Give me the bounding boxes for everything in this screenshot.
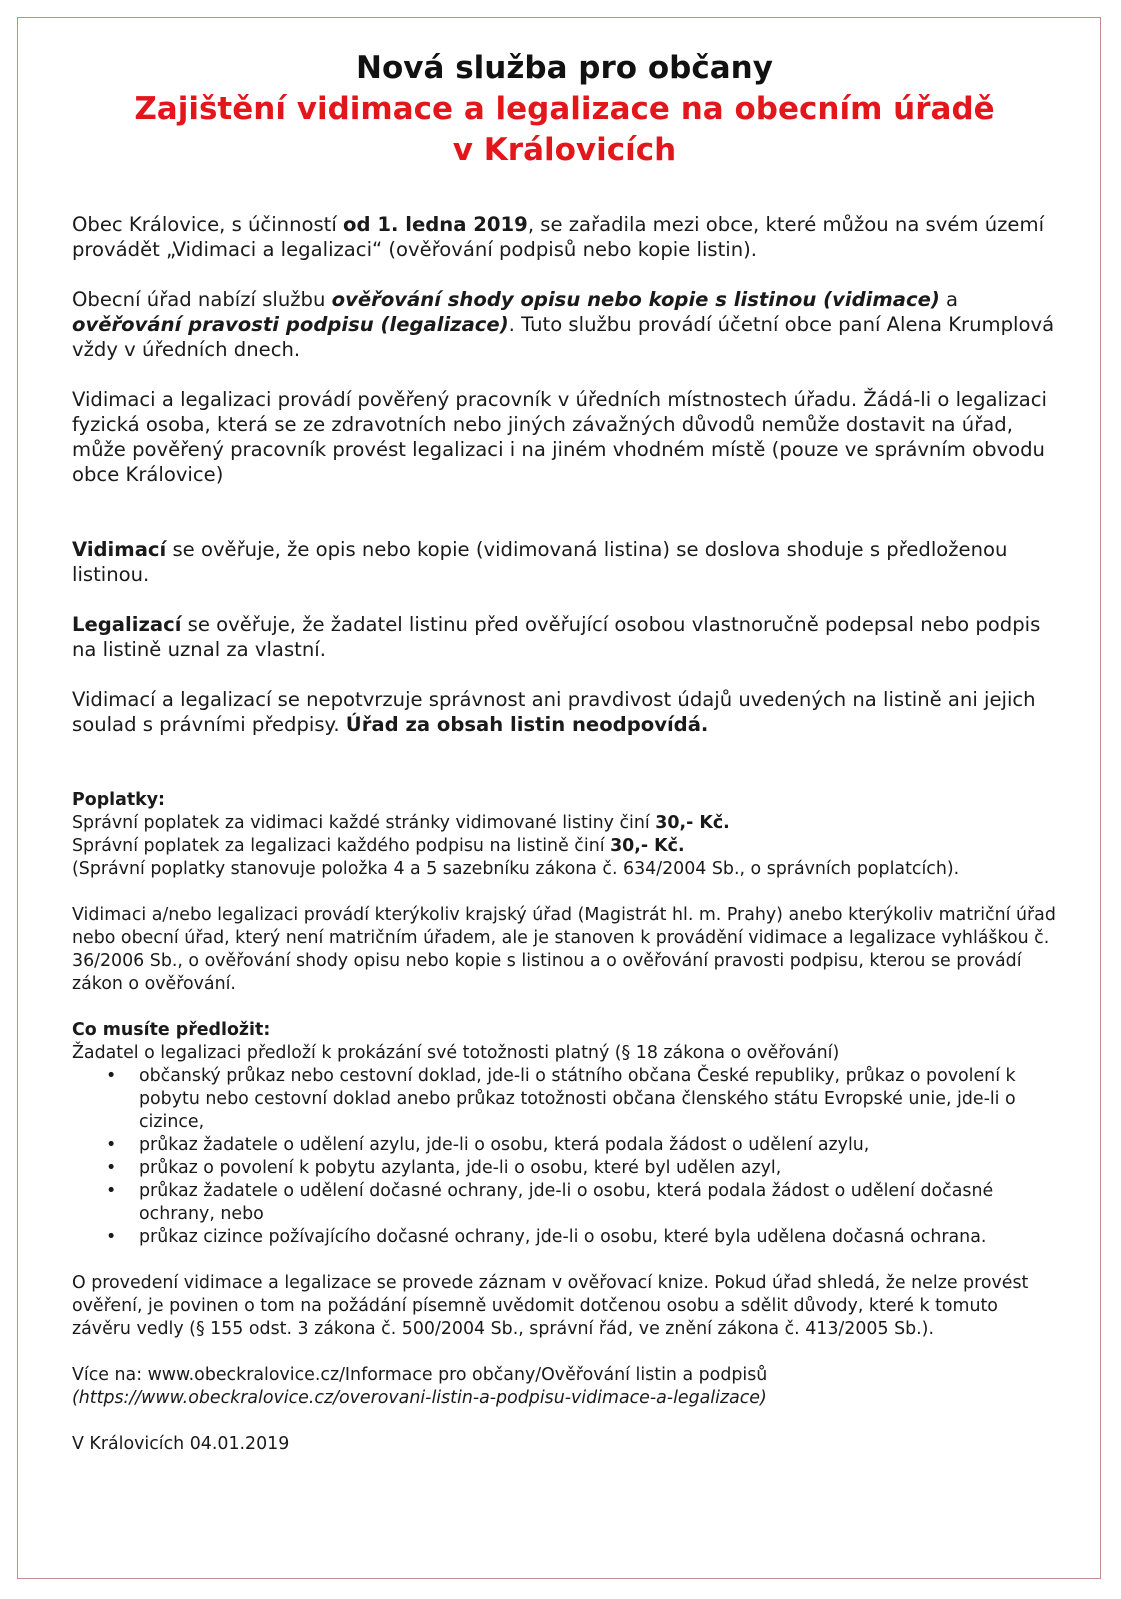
requirements-intro: Žadatel o legalizaci předloží k prokázání své totožnosti platný (§ 18 zákona o ověřování) xyxy=(72,1043,840,1063)
disclaimer-bold: Úřad za obsah listin neodpovídá. xyxy=(345,713,709,736)
fees-heading: Poplatky: xyxy=(72,790,166,810)
list-item: • občanský průkaz nebo cestovní doklad, jde-li o státního občana České republiky, průkaz o povolení k pobytu nebo cestovní doklad anebo průkaz totožnosti občana členského státu Evropské unie, jde-li o cizince, xyxy=(106,1066,1016,1132)
more-info-link[interactable]: Více na: www.obeckralovice.cz/Informace pro občany/Ověřování listin a podpisů xyxy=(72,1365,768,1385)
authorities-paragraph: Vidimaci a/nebo legalizaci provádí kterýkoliv krajský úřad (Magistrát hl. m. Prahy) anebo kterýkoliv matriční úřad nebo obecní úřad, který není matričním úřadem, ale je stanoven k provádění vidimace a legalizace vyhláškou č. 36/2006 Sb., o ověřování shody opisu nebo kopie s listinou a o ověřování pravosti podpisu, kterou se provádí zákon o ověřování. xyxy=(72,905,1056,994)
list-item: • průkaz žadatele o udělení dočasné ochrany, jde-li o osobu, která podala žádost o udělení dočasné ochrany, nebo xyxy=(106,1181,994,1224)
more-info-url[interactable]: (https://www.obeckralovice.cz/overovani-listin-a-podpisu-vidimace-a-legalizace) xyxy=(72,1388,767,1408)
list-item: • průkaz cizince požívajícího dočasné ochrany, jde-li o osobu, které byla udělena dočasná ochrana. xyxy=(106,1227,987,1247)
list-item: • průkaz o povolení k pobytu azylanta, jde-li o osobu, které byl udělen azyl, xyxy=(106,1158,782,1178)
legalizace-service: ověřování pravosti podpisu (legalizace) xyxy=(72,313,509,336)
effective-date: od 1. ledna 2019 xyxy=(343,213,528,236)
fees-legal-note: (Správní poplatky stanovuje položka 4 a 5 sazebníku zákona č. 634/2004 Sb., o správních poplatcích). xyxy=(72,859,960,879)
bullet-icon: • xyxy=(106,1066,117,1086)
bullet-icon: • xyxy=(106,1135,117,1155)
fee-vidimace-amount: 30,- Kč. xyxy=(655,813,730,833)
vidimace-definition: Vidimací se ověřuje, že opis nebo kopie (vidimovaná listina) se doslova shoduje s předloženou listinou. xyxy=(72,538,1008,586)
page-subtitle: Zajištění vidimace a legalizace na obecním úřadě xyxy=(134,91,995,127)
disclaimer-paragraph: Vidimací a legalizací se nepotvrzuje správnost ani pravdivost údajů uvedených na listině ani jejich soulad s právními předpisy. Úřad za obsah listin neodpovídá. xyxy=(72,688,1036,736)
vidimace-service: ověřování shody opisu nebo kopie s listinou (vidimace) xyxy=(331,288,940,311)
required-documents-list xyxy=(72,1065,1057,1249)
service-place-paragraph: Vidimaci a legalizaci provádí pověřený pracovník v úředních místnostech úřadu. Žádá-li o legalizaci fyzická osoba, která se ze zdravotních nebo jiných závažných důvodů nemůže dostavit na úřad, může pověřený pracovník provést legalizaci i na jiném vhodném místě (pouze ve správním obvodu obce Královice) xyxy=(72,388,1047,486)
requirements-section xyxy=(72,1019,1057,1249)
document-body xyxy=(72,48,1057,1456)
page-title: Nová služba pro občany xyxy=(356,50,773,86)
intro-paragraph: Obec Královice, s účinností od 1. ledna 2019, se zařadila mezi obce, které můžou na svém území provádět „Vidimaci a legalizaci“ (ověřování podpisů nebo kopie listin). xyxy=(72,213,1045,261)
footer-date: V Královicích 04.01.2019 xyxy=(72,1434,290,1454)
more-info-section xyxy=(72,1364,1057,1410)
fee-vidimace: Správní poplatek za vidimaci každé stránky vidimované listiny činí 30,- Kč. xyxy=(72,813,730,833)
record-paragraph: O provedení vidimace a legalizace se provede záznam v ověřovací knize. Pokud úřad shledá, že nelze provést ověření, je povinen o tom na požádání písemně uvědomit dotčenou osobu a sdělit důvody, které k tomuto závěru vedly (§ 155 odst. 3 zákona č. 500/2004 Sb., správní řád, ve znění zákona č. 413/2005 Sb.). xyxy=(72,1273,1029,1339)
fee-legalizace: Správní poplatek za legalizaci každého podpisu na listině činí 30,- Kč. xyxy=(72,836,685,856)
requirements-heading: Co musíte předložit: xyxy=(72,1020,271,1040)
service-offer-paragraph: Obecní úřad nabízí službu ověřování shody opisu nebo kopie s listinou (vidimace) a ověřování pravosti podpisu (legalizace). Tuto službu provádí účetní obce paní Alena Krumplová vždy v úředních dnech. xyxy=(72,288,1055,361)
list-item: • průkaz žadatele o udělení azylu, jde-li o osobu, která podala žádost o udělení azylu, xyxy=(106,1135,870,1155)
bullet-icon: • xyxy=(106,1181,117,1201)
bullet-icon: • xyxy=(106,1158,117,1178)
fees-section xyxy=(72,789,1057,881)
legalizace-definition: Legalizací se ověřuje, že žadatel listinu před ověřující osobou vlastnoručně podepsal nebo podpis na listině uznal za vlastní. xyxy=(72,613,1041,661)
bullet-icon: • xyxy=(106,1227,117,1247)
page-subtitle-place: v Královicích xyxy=(452,132,677,168)
fee-legalizace-amount: 30,- Kč. xyxy=(610,836,685,856)
